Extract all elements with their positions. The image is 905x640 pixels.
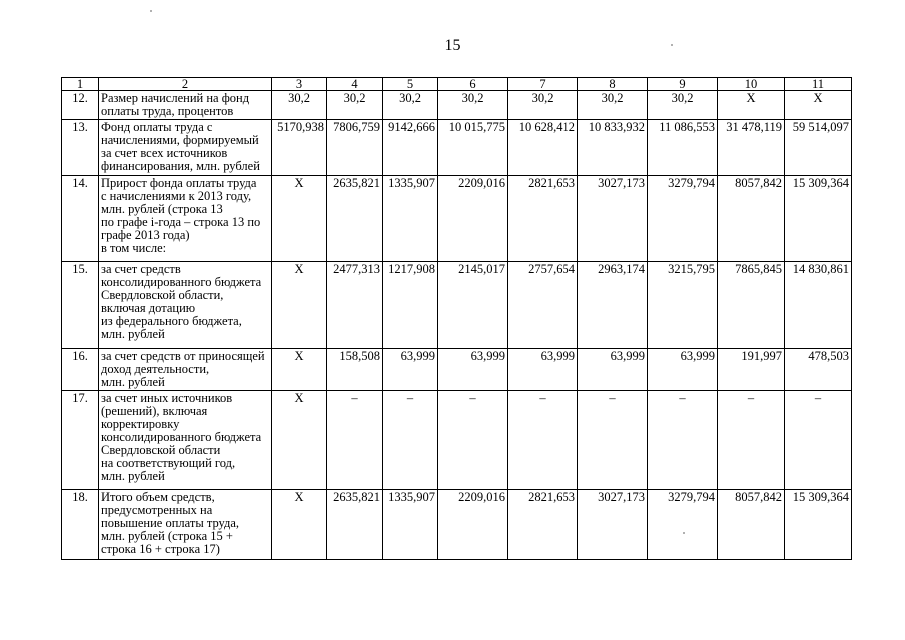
salary-fund-table — [61, 77, 852, 560]
value-cell: – — [438, 391, 508, 490]
indicator-description-cell: Прирост фонда оплаты труда с начислениями к 2013 году, млн. рублей (строка 13 по графе i-года – строка 13 по графе 2013 года) в том числе: — [99, 176, 272, 262]
value-cell: Х — [272, 262, 327, 349]
value-cell: 2963,174 — [578, 262, 648, 349]
value-cell: 30,2 — [272, 91, 327, 120]
table-row — [62, 349, 852, 391]
value-cell: Х — [718, 91, 785, 120]
table-body — [62, 78, 852, 560]
value-cell: 3215,795 — [648, 262, 718, 349]
row-number-cell: 12. — [62, 91, 99, 120]
value-cell: 3027,173 — [578, 490, 648, 560]
value-cell: Х — [272, 490, 327, 560]
table-row — [62, 91, 852, 120]
value-cell: – — [383, 391, 438, 490]
indicator-description-cell: Итого объем средств, предусмотренных на повышение оплаты труда, млн. рублей (строка 15 + строка 16 + строка 17) — [99, 490, 272, 560]
value-cell: 158,508 — [327, 349, 383, 391]
column-number: 6 — [438, 78, 508, 91]
value-cell: 478,503 — [785, 349, 852, 391]
column-number: 2 — [99, 78, 272, 91]
row-number-cell: 18. — [62, 490, 99, 560]
value-cell: Х — [272, 391, 327, 490]
value-cell: 5170,938 — [272, 120, 327, 176]
value-cell: 31 478,119 — [718, 120, 785, 176]
value-cell: – — [648, 391, 718, 490]
indicator-description-cell: Размер начислений на фонд оплаты труда, процентов — [99, 91, 272, 120]
value-cell: 30,2 — [578, 91, 648, 120]
value-cell: 7865,845 — [718, 262, 785, 349]
indicator-description-cell: за счет средств консолидированного бюджета Свердловской области, включая дотацию из федерального бюджета, млн. рублей — [99, 262, 272, 349]
value-cell: 3279,794 — [648, 176, 718, 262]
row-number-cell: 15. — [62, 262, 99, 349]
value-cell: 15 309,364 — [785, 176, 852, 262]
indicator-description-cell: за счет средств от приносящей доход деятельности, млн. рублей — [99, 349, 272, 391]
value-cell: 8057,842 — [718, 490, 785, 560]
indicator-description-cell: за счет иных источников (решений), включая корректировку консолидированного бюджета Свердловской области на соответствующий год, млн. рублей — [99, 391, 272, 490]
value-cell: Х — [272, 176, 327, 262]
value-cell: 2635,821 — [327, 176, 383, 262]
value-cell: 7806,759 — [327, 120, 383, 176]
table-row — [62, 176, 852, 262]
value-cell: 30,2 — [438, 91, 508, 120]
value-cell: 63,999 — [383, 349, 438, 391]
value-cell: 30,2 — [383, 91, 438, 120]
value-cell: 11 086,553 — [648, 120, 718, 176]
table-row — [62, 120, 852, 176]
column-number: 10 — [718, 78, 785, 91]
column-number: 11 — [785, 78, 852, 91]
value-cell: – — [327, 391, 383, 490]
column-number: 3 — [272, 78, 327, 91]
value-cell: 30,2 — [648, 91, 718, 120]
value-cell: 1335,907 — [383, 176, 438, 262]
value-cell: Х — [272, 349, 327, 391]
value-cell: 30,2 — [327, 91, 383, 120]
value-cell: Х — [785, 91, 852, 120]
row-number-cell: 17. — [62, 391, 99, 490]
column-number-row — [62, 78, 852, 91]
table-row — [62, 262, 852, 349]
column-number: 8 — [578, 78, 648, 91]
value-cell: 59 514,097 — [785, 120, 852, 176]
value-cell: 3279,794 — [648, 490, 718, 560]
scan-speck — [150, 10, 152, 12]
value-cell: 8057,842 — [718, 176, 785, 262]
value-cell: 2635,821 — [327, 490, 383, 560]
value-cell: – — [578, 391, 648, 490]
value-cell: 10 833,932 — [578, 120, 648, 176]
column-number: 9 — [648, 78, 718, 91]
column-number: 7 — [508, 78, 578, 91]
scan-speck — [671, 44, 673, 46]
row-number-cell: 13. — [62, 120, 99, 176]
value-cell: 9142,666 — [383, 120, 438, 176]
value-cell: 15 309,364 — [785, 490, 852, 560]
value-cell: 1217,908 — [383, 262, 438, 349]
value-cell: 63,999 — [578, 349, 648, 391]
value-cell: 63,999 — [648, 349, 718, 391]
value-cell: – — [508, 391, 578, 490]
value-cell: 3027,173 — [578, 176, 648, 262]
value-cell: 191,997 — [718, 349, 785, 391]
table-row — [62, 490, 852, 560]
indicator-description-cell: Фонд оплаты труда с начислениями, формируемый за счет всех источников финансирования, млн. рублей — [99, 120, 272, 176]
value-cell: 2209,016 — [438, 176, 508, 262]
value-cell: 63,999 — [508, 349, 578, 391]
value-cell: 10 628,412 — [508, 120, 578, 176]
value-cell: 30,2 — [508, 91, 578, 120]
value-cell: 10 015,775 — [438, 120, 508, 176]
page-number: 15 — [444, 37, 461, 54]
value-cell: 63,999 — [438, 349, 508, 391]
value-cell: 2821,653 — [508, 490, 578, 560]
row-number-cell: 14. — [62, 176, 99, 262]
value-cell: 2757,654 — [508, 262, 578, 349]
value-cell: 2209,016 — [438, 490, 508, 560]
column-number: 4 — [327, 78, 383, 91]
row-number-cell: 16. — [62, 349, 99, 391]
value-cell: – — [785, 391, 852, 490]
value-cell: 2477,313 — [327, 262, 383, 349]
column-number: 5 — [383, 78, 438, 91]
column-number: 1 — [62, 78, 99, 91]
table-row — [62, 391, 852, 490]
value-cell: 1335,907 — [383, 490, 438, 560]
value-cell: 2145,017 — [438, 262, 508, 349]
value-cell: 2821,653 — [508, 176, 578, 262]
value-cell: – — [718, 391, 785, 490]
value-cell: 14 830,861 — [785, 262, 852, 349]
